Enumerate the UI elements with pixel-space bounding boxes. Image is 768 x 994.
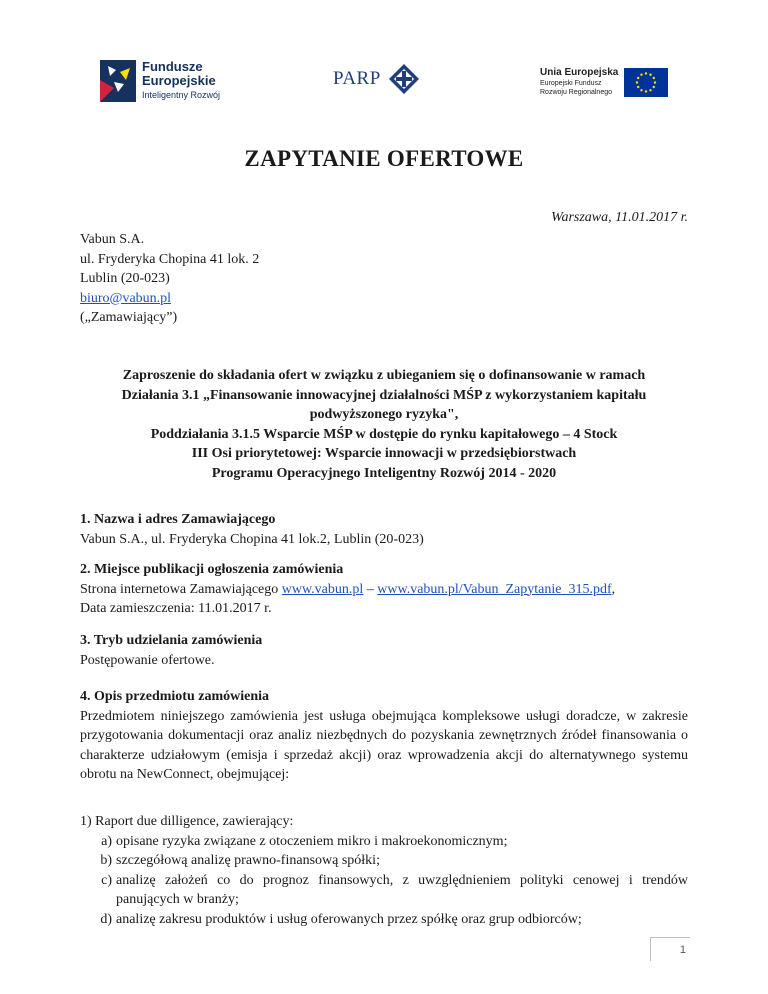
section-3-text: Postępowanie ofertowe. bbox=[80, 652, 215, 668]
invitation-heading bbox=[80, 366, 688, 483]
fundusze-europejskie-logo bbox=[100, 58, 250, 108]
subitem-d-letter: d) bbox=[100, 911, 112, 927]
subitem-a-text: opisane ryzyka związane z otoczeniem mikro i makroekonomicznym; bbox=[116, 833, 508, 849]
fundusze-europejskie-emblem-icon bbox=[100, 60, 136, 102]
page-number: 1 bbox=[650, 937, 690, 961]
section-2-heading: 2. Miejsce publikacji ogłoszenia zamówienia bbox=[80, 562, 344, 577]
section-2 bbox=[80, 560, 688, 619]
subitem-b-text: szczegółową analizę prawno-finansową spółki; bbox=[116, 853, 380, 868]
unia-europejska-logo bbox=[540, 66, 668, 100]
scope-list bbox=[80, 812, 688, 929]
ue-logo-line2: Europejski Fundusz bbox=[540, 80, 602, 87]
invitation-line-5: III Osi priorytetowej: Wsparcie innowacji w przedsiębiorstwach bbox=[191, 446, 577, 461]
section-4-heading: 4. Opis przedmiotu zamówienia bbox=[80, 689, 269, 704]
invitation-line-2: Działania 3.1 „Finansowanie innowacyjnej działalności MŚP z wykorzystaniem kapitału bbox=[121, 387, 647, 403]
parp-logo bbox=[333, 64, 423, 98]
publication-date: Data zamieszczenia: 11.01.2017 r. bbox=[80, 601, 272, 616]
section-3 bbox=[80, 631, 688, 670]
fe-logo-line3: Inteligentny Rozwój bbox=[142, 90, 221, 100]
parp-logo-text: PARP bbox=[333, 68, 381, 89]
fe-logo-line2: Europejskie bbox=[142, 73, 216, 88]
invitation-line-3: podwyższonego ryzyka", bbox=[309, 407, 459, 422]
scope-item-1: 1) Raport due dilligence, zawierający: bbox=[80, 814, 294, 829]
section-1-heading: 1. Nazwa i adres Zamawiającego bbox=[80, 512, 276, 527]
scope-subitem-c bbox=[80, 871, 688, 910]
document-date: Warszawa, 11.01.2017 r. bbox=[551, 210, 688, 225]
parp-emblem-icon bbox=[389, 64, 419, 94]
invitation-line-6: Programu Operacyjnego Inteligentny Rozwój 2014 - 2020 bbox=[211, 465, 557, 481]
section-2-suffix: , bbox=[611, 581, 616, 597]
section-4 bbox=[80, 687, 688, 785]
scope-subitem-b bbox=[80, 851, 688, 871]
subitem-a-letter: a) bbox=[101, 833, 112, 849]
section-4-text: Przedmiotem niniejszego zamówienia jest usługa obejmująca kompleksowe usługi doradcze, w zakresie przygotowania dokumentacji oraz analiz niezbędnych do pozyskania zewnętrznych źródeł finansowania o charakterze udziałowym (emisja i sprzedaż akcji) oraz wprowadzenia akcji do alternatywnego systemu obrotu na NewConnect, obejmującej: bbox=[80, 708, 688, 782]
subitem-b-letter: b) bbox=[100, 853, 112, 868]
website-link[interactable]: www.vabun.pl bbox=[281, 581, 364, 597]
scope-subitem-a bbox=[80, 832, 688, 852]
company-city: Lublin (20-023) bbox=[80, 271, 170, 286]
fe-logo-line1: Fundusze bbox=[142, 59, 203, 74]
eu-flag-icon bbox=[624, 68, 668, 97]
section-1 bbox=[80, 510, 688, 549]
company-street: ul. Fryderyka Chopina 41 lok. 2 bbox=[80, 251, 260, 267]
contracting-party-address bbox=[80, 230, 259, 328]
section-3-heading: 3. Tryb udzielania zamówienia bbox=[80, 633, 263, 648]
ue-logo-line3: Rozwoju Regionalnego bbox=[540, 89, 612, 96]
subitem-c-letter: c) bbox=[101, 872, 112, 888]
subitem-d-text: analizę zakresu produktów i usług oferowanych przez spółkę oraz grup odbiorców; bbox=[116, 911, 582, 927]
section-2-separator: – bbox=[363, 581, 378, 597]
company-name: Vabun S.A. bbox=[80, 232, 145, 247]
section-2-prefix: Strona internetowa Zamawiającego bbox=[80, 581, 282, 597]
pdf-link[interactable]: www.vabun.pl/Vabun_Zapytanie_315.pdf bbox=[377, 581, 612, 597]
section-1-text: Vabun S.A., ul. Fryderyka Chopina 41 lok.2, Lublin (20-023) bbox=[80, 531, 424, 547]
ue-logo-line1: Unia Europejska bbox=[540, 67, 619, 78]
scope-subitem-d bbox=[80, 910, 688, 930]
subitem-c-text: analizę założeń co do prognoz finansowych, z uwzględnieniem polityki cenowej i trendów panujących w branży; bbox=[116, 872, 688, 907]
section-2-text bbox=[80, 580, 688, 600]
invitation-line-1: Zaproszenie do składania ofert w związku z ubieganiem się o dofinansowanie w ramach bbox=[122, 368, 646, 383]
invitation-line-4: Poddziałania 3.1.5 Wsparcie MŚP w dostępie do rynku kapitałowego – 4 Stock bbox=[150, 426, 618, 442]
company-email-link[interactable]: biuro@vabun.pl bbox=[80, 290, 172, 306]
document-title: ZAPYTANIE OFERTOWE bbox=[244, 146, 524, 171]
company-role: („Zamawiający”) bbox=[80, 310, 178, 325]
